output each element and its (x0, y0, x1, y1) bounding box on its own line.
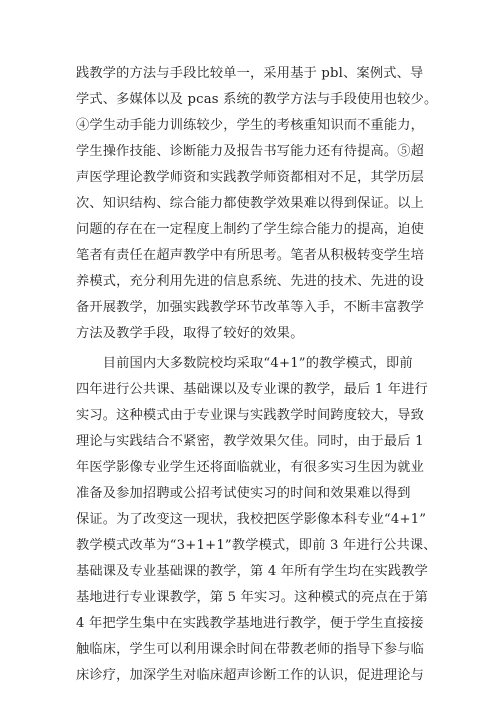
text-line: 基础课及专业基础课的教学，第 4 年所有学生均在实践教学 (76, 564, 429, 579)
text-line: 方法及教学手段，取得了较好的效果。 (76, 326, 304, 341)
text-line: 4 年把学生集中在实践教学基地进行教学，便于学生直接接 (76, 616, 424, 631)
text-line: ④学生动手能力训练较少，学生的考核重知识而不重能力， (76, 118, 425, 133)
text-line: 次、知识结构、综合能力都使教学效果难以得到保证。以上 (76, 196, 425, 211)
text-line: 学生操作技能、诊断能力及报告书写能力还有待提高。⑤超 (76, 144, 425, 159)
text-line: 学式、多媒体以及 pcas 系统的教学方法与手段使用也较少。 (76, 92, 438, 107)
text-line: 理论与实践结合不紧密，教学效果欠佳。同时，由于最后 1 (76, 434, 424, 449)
text-line: 床诊疗，加深学生对临床超声诊断工作的认识，促进理论与 (76, 668, 425, 683)
text-line: 目前国内大多数院校均采取“4+1”的教学模式，即前 (76, 356, 413, 371)
text-line: 保证。为了改变这一现状，我校把医学影像本科专业“4+1” (76, 512, 427, 527)
text-line: 触临床，学生可以利用课余时间在带教老师的指导下参与临 (76, 642, 425, 657)
text-line: 四年进行公共课、基础课以及专业课的教学，最后 1 年进行 (76, 382, 429, 397)
text-line: 践教学的方法与手段比较单一，采用基于 pbl、案例式、导 (76, 66, 424, 81)
text-line: 教学模式改革为“3+1+1”教学模式，即前 3 年进行公共课、 (76, 538, 437, 553)
text-line: 实习。这种模式由于专业课与实践教学时间跨度较大，导致 (76, 408, 425, 423)
text-line: 备开展教学，加强实践教学环节改革等入手，不断丰富教学 (76, 300, 425, 315)
text-line: 笔者有责任在超声教学中有所思考。笔者从积极转变学生培 (76, 248, 425, 263)
text-line: 基地进行专业课教学，第 5 年实习。这种模式的亮点在于第 (76, 590, 429, 605)
text-line: 年医学影像专业学生还将面临就业，有很多实习生因为就业 (76, 460, 425, 475)
text-line: 声医学理论教学师资和实践教学师资都相对不足，其学历层 (76, 170, 425, 185)
text-line: 养模式，充分利用先进的信息系统、先进的技术、先进的设 (76, 274, 425, 289)
text-line: 问题的存在在一定程度上制约了学生综合能力的提高，迫使 (76, 222, 425, 237)
text-line: 准备及参加招聘或公招考试使实习的时间和效果难以得到 (76, 486, 411, 501)
